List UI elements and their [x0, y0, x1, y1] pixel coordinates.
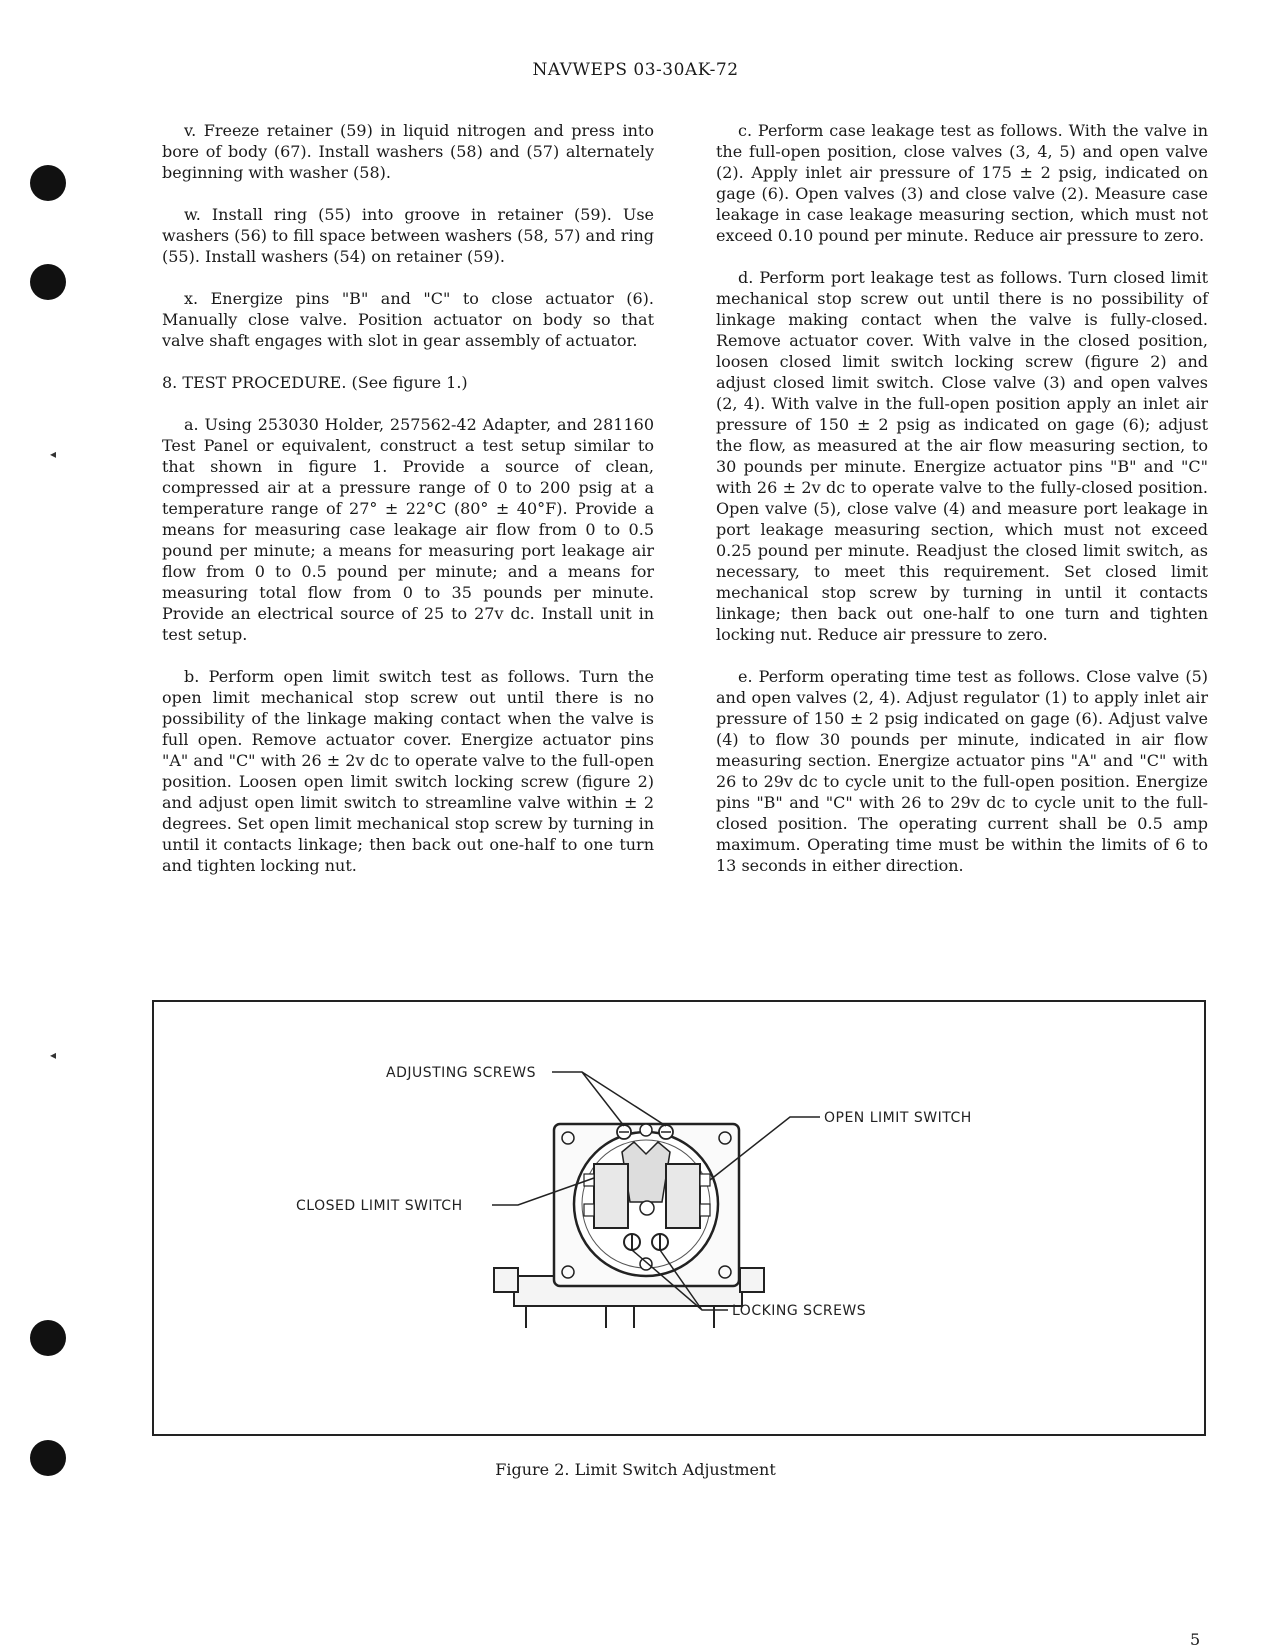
- limit-switch-illustration: [154, 1002, 1204, 1434]
- scan-mark: ◂: [50, 447, 57, 461]
- label-adjusting-screws: ADJUSTING SCREWS: [386, 1065, 537, 1081]
- figure-caption: Figure 2. Limit Switch Adjustment: [495, 1460, 776, 1479]
- paragraph-a: a. Using 253030 Holder, 257562-42 Adapter, and 281160 Test Panel or equivalent, construct a test setup similar to that shown in figure 1. Provide a source of clean, compressed air at a pressure range of 0 to 200 psig at a temperature range of 27° ± 22°C (80° ± 40°F). Provide a means for measuring case leakage air flow from 0 to 0.5 pound per minute; a means for measuring port leakage air flow from 0 to 0.5 pound per minute; and a means for measuring total flow from 0 to 35 pounds per minute. Provide an electrical source of 25 to 27v dc. Install unit in test setup.: [162, 415, 654, 644]
- binder-hole: [30, 165, 66, 201]
- figure-frame: [152, 1000, 1206, 1436]
- binder-hole: [30, 1320, 66, 1356]
- paragraph-d: d. Perform port leakage test as follows. Turn closed limit mechanical stop screw out until there is no possibility of linkage making contact when the valve is fully-closed. Remove actuator cover. With valve in the closed position, loosen closed limit switch locking screw (figure 2) and adjust closed limit switch. Close valve (3) and open valves (2, 4). With valve in the full-open position apply an inlet air pressure of 150 ± 2 psig as indicated on gage (6); adjust the flow, as measured at the air flow measuring section, to 30 pounds per minute. Energize actuator pins "B" and "C" with 26 ± 2v dc to operate valve to the fully-closed position. Open valve (5), close valve (4) and measure port leakage in port leakage measuring section, which must not exceed 0.25 pound per minute. Readjust the closed limit switch, as necessary, to meet this requirement. Set closed limit mechanical stop screw by turning in until it contacts linkage; then back out one-half to one turn and tighten locking nut. Reduce air pressure to zero.: [716, 268, 1208, 644]
- closed-limit-switch-body: [594, 1164, 628, 1228]
- binder-hole: [30, 264, 66, 300]
- label-open-limit-switch: OPEN LIMIT SWITCH: [824, 1110, 972, 1126]
- adjusting-screw: [640, 1124, 652, 1136]
- paragraph-w: w. Install ring (55) into groove in retainer (59). Use washers (56) to fill space between washers (58, 57) and ring (55). Install washers (54) on retainer (59).: [162, 205, 655, 266]
- right-column: [716, 120, 1208, 897]
- mounting-flange-right: [740, 1268, 764, 1292]
- switch-terminal: [584, 1204, 594, 1216]
- locking-screw: [640, 1258, 652, 1270]
- label-locking-screws: LOCKING SCREWS: [732, 1303, 867, 1319]
- valve-shaft: [640, 1201, 654, 1215]
- scan-mark: ◂: [50, 1048, 57, 1062]
- page-header: NAVWEPS 03-30AK-72: [532, 60, 739, 80]
- paragraph-b: b. Perform open limit switch test as follows. Turn the open limit mechanical stop screw out until there is no possibility of the linkage making contact when the valve is full open. Remove actuator cover. Energize actuator pins "A" and "C" with 26 ± 2v dc to operate valve to the full-open position. Loosen open limit switch locking screw (figure 2) and adjust open limit switch to streamline valve within ± 2 degrees. Set open limit mechanical stop screw by turning in until it contacts linkage; then back out one-half to one turn and tighten locking nut.: [162, 667, 654, 875]
- label-closed-limit-switch: CLOSED LIMIT SWITCH: [296, 1198, 463, 1214]
- page-number: 5: [1190, 1630, 1201, 1649]
- paragraph-v: v. Freeze retainer (59) in liquid nitrogen and press into bore of body (67). Install washers (58) and (57) alternately beginning with washer (58).: [162, 121, 654, 182]
- mounting-flange-left: [494, 1268, 518, 1292]
- section-heading: 8. TEST PROCEDURE. (See figure 1.): [162, 373, 468, 392]
- open-limit-switch-body: [666, 1164, 700, 1228]
- paragraph-e: e. Perform operating time test as follows. Close valve (5) and open valves (2, 4). Adjust regulator (1) to apply inlet air pressure of 150 ± 2 psig indicated on gage (6). Adjust valve (4) to flow 30 pounds per minute, indicated in air flow measuring section. Energize actuator pins "A" and "C" with 26 to 29v dc to cycle unit to the full-open position. Energize pins "B" and "C" with 26 to 29v dc to cycle unit to the full-closed position. The operating current shall be 0.5 amp maximum. Operating time must be within the limits of 6 to 13 seconds in either direction.: [716, 667, 1208, 875]
- switch-terminal: [700, 1174, 710, 1186]
- leader-adjusting: [552, 1072, 666, 1126]
- left-column: [162, 120, 654, 897]
- switch-terminal: [700, 1204, 710, 1216]
- paragraph-x: x. Energize pins "B" and "C" to close actuator (6). Manually close valve. Position actuator on body so that valve shaft engages with slot in gear assembly of actuator.: [162, 289, 654, 350]
- paragraph-c: c. Perform case leakage test as follows. With the valve in the full-open position, close valves (3, 4, 5) and open valve (2). Apply inlet air pressure of 175 ± 2 psig, indicated on gage (6). Open valves (3) and close valve (2). Measure case leakage in case leakage measuring section, which must not exceed 0.10 pound per minute. Reduce air pressure to zero.: [716, 121, 1208, 245]
